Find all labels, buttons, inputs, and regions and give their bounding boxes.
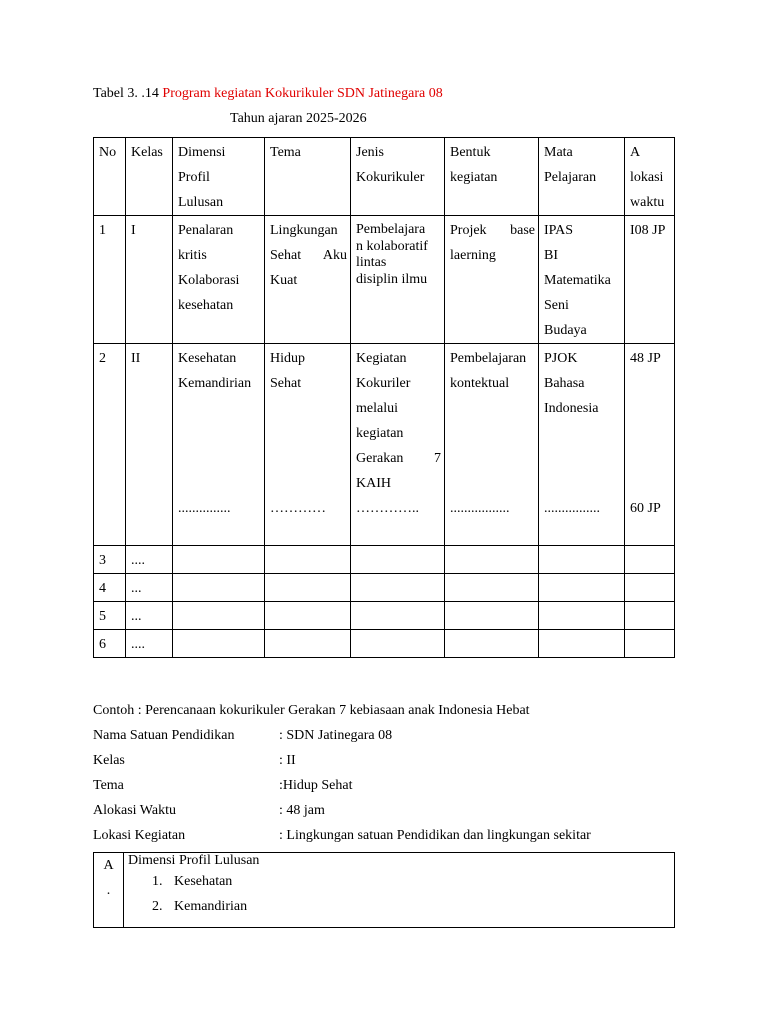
row2-jenis-word: 7 xyxy=(434,451,441,466)
row2-dimensi-line: Kesehatan xyxy=(178,351,237,366)
plan-field xyxy=(93,823,591,848)
row2-jenis-word: Gerakan xyxy=(356,451,404,466)
table-header-row xyxy=(94,138,675,216)
row2-mapel-line: Bahasa xyxy=(544,376,585,391)
empty-cell xyxy=(625,630,675,658)
row1-bentuk-justified xyxy=(450,218,535,243)
row1-mapel-line: Budaya xyxy=(544,323,587,338)
header-dimensi xyxy=(173,138,265,216)
plan-field-value: : II xyxy=(279,753,296,768)
header-mapel xyxy=(539,138,625,216)
row1-jenis-line: Pembelajara xyxy=(356,222,426,237)
row1-dimensi-line: kesehatan xyxy=(178,298,234,313)
row1-alokasi: I08 JP xyxy=(625,216,675,344)
row-kelas: ... xyxy=(126,574,173,602)
list-number: 1. xyxy=(152,874,163,889)
program-table xyxy=(93,137,675,658)
row2-tema-dots: ………… xyxy=(270,501,326,516)
plan-section xyxy=(93,698,591,848)
row2-no: 2 xyxy=(94,344,126,546)
header-bentuk-line: kegiatan xyxy=(450,170,498,185)
row-no: 4 xyxy=(94,574,126,602)
header-jenis xyxy=(351,138,445,216)
header-dimensi-line: Dimensi xyxy=(178,145,226,160)
row2-bentuk-line: Pembelajaran xyxy=(450,351,527,366)
row1-bentuk-word: base xyxy=(510,223,535,238)
header-mapel-line: Mata xyxy=(544,145,573,160)
row-kelas: ... xyxy=(126,602,173,630)
row2-jenis-dots: ………….. xyxy=(356,501,419,516)
row1-tema-word: Sehat xyxy=(270,248,302,263)
table-row xyxy=(94,630,675,658)
row1-mapel-line: Seni xyxy=(544,298,569,313)
row2-jenis-line: Kegiatan xyxy=(356,351,407,366)
empty-cell xyxy=(173,602,265,630)
row2-tema-line: Sehat xyxy=(270,376,302,391)
row2-dimensi-dots: ............... xyxy=(178,501,231,516)
list-text: Kemandirian xyxy=(174,899,248,914)
row1-dimensi-line: Kolaborasi xyxy=(178,273,240,288)
row1-bentuk-line: laerning xyxy=(450,248,496,263)
row2-mapel xyxy=(539,344,625,546)
row2-jenis-line: melalui xyxy=(356,401,398,416)
empty-cell xyxy=(625,574,675,602)
dimensi-list xyxy=(128,869,670,919)
row2-tema xyxy=(265,344,351,546)
row1-no: 1 xyxy=(94,216,126,344)
table-row xyxy=(94,344,675,546)
plan-field-label: Kelas xyxy=(93,753,125,768)
list-item xyxy=(152,894,670,919)
empty-cell xyxy=(265,574,351,602)
table-row xyxy=(94,574,675,602)
row2-tema-line: Hidup xyxy=(270,351,305,366)
row-kelas: .... xyxy=(126,630,173,658)
row2-alokasi-line: 48 JP xyxy=(630,351,661,366)
empty-cell xyxy=(539,574,625,602)
table-row xyxy=(94,546,675,574)
caption-highlight: Program kegiatan Kokurikuler SDN Jatinegara 08 xyxy=(162,86,443,101)
header-mapel-line: Pelajaran xyxy=(544,170,597,185)
header-alokasi xyxy=(625,138,675,216)
plan-field-label: Nama Satuan Pendidikan xyxy=(93,728,235,743)
plan-field-label: Tema xyxy=(93,778,124,793)
table-caption xyxy=(93,86,443,102)
row1-bentuk xyxy=(445,216,539,344)
empty-cell xyxy=(173,574,265,602)
empty-cell xyxy=(539,630,625,658)
row2-jenis-line: Kokuriler xyxy=(356,376,411,391)
plan-field xyxy=(93,748,530,773)
row1-bentuk-word: Projek xyxy=(450,223,487,238)
row1-jenis-line: lintas xyxy=(356,255,387,270)
plan-field-value: : SDN Jatinegara 08 xyxy=(279,728,393,743)
row1-tema-word: Aku xyxy=(322,248,347,263)
dimensi-marker xyxy=(94,853,124,928)
plan-field-value: : Lingkungan satuan Pendidikan dan lingkungan sekitar xyxy=(279,828,591,843)
row1-mapel-line: Matematika xyxy=(544,273,611,288)
empty-cell xyxy=(265,602,351,630)
row2-mapel-dots: ................ xyxy=(544,501,600,516)
empty-cell xyxy=(265,546,351,574)
plan-field-label: Alokasi Waktu xyxy=(93,803,176,818)
header-bentuk xyxy=(445,138,539,216)
header-dimensi-line: Lulusan xyxy=(178,195,224,210)
header-dimensi-line: Profil xyxy=(178,170,210,185)
row2-jenis xyxy=(351,344,445,546)
row-no: 6 xyxy=(94,630,126,658)
row2-jenis-line: KAIH xyxy=(356,476,391,491)
empty-cell xyxy=(351,602,445,630)
dimensi-marker-line: . xyxy=(106,883,111,898)
row1-jenis-line: n kolaboratif xyxy=(356,238,428,254)
plan-field-label: Lokasi Kegiatan xyxy=(93,828,186,843)
empty-cell xyxy=(445,546,539,574)
header-jenis-line: Jenis xyxy=(356,145,384,160)
row2-bentuk-dots: ................. xyxy=(450,501,510,516)
row1-dimensi-line: Penalaran xyxy=(178,223,234,238)
empty-cell xyxy=(445,574,539,602)
row1-dimensi-line: kritis xyxy=(178,248,207,263)
dimensi-marker-line: A xyxy=(103,858,114,873)
row2-alokasi-line: 60 JP xyxy=(630,501,661,516)
row1-kelas: I xyxy=(126,216,173,344)
row1-tema-justified xyxy=(270,243,347,268)
plan-field xyxy=(93,773,530,798)
header-no: No xyxy=(94,138,126,216)
row1-tema-line: Lingkungan xyxy=(270,223,338,238)
row2-bentuk-line: kontektual xyxy=(450,376,510,391)
empty-cell xyxy=(625,546,675,574)
row2-alokasi xyxy=(625,344,675,546)
plan-field-value: :Hidup Sehat xyxy=(279,778,353,793)
empty-cell xyxy=(351,574,445,602)
row1-jenis xyxy=(351,216,445,344)
caption-prefix: Tabel 3. .14 xyxy=(93,86,163,101)
list-text: Kesehatan xyxy=(174,874,233,889)
header-tema: Tema xyxy=(265,138,351,216)
dimensi-content xyxy=(124,853,675,928)
row1-mapel-line: BI xyxy=(544,248,558,263)
empty-cell xyxy=(351,546,445,574)
list-item xyxy=(152,869,670,894)
empty-cell xyxy=(625,602,675,630)
header-bentuk-line: Bentuk xyxy=(450,145,491,160)
row1-jenis-line: disiplin ilmu xyxy=(356,271,428,287)
header-kelas: Kelas xyxy=(126,138,173,216)
plan-field xyxy=(93,723,530,748)
plan-field-value: : 48 jam xyxy=(279,803,325,818)
empty-cell xyxy=(265,630,351,658)
empty-cell xyxy=(351,630,445,658)
header-alokasi-line: lokasi xyxy=(630,170,664,185)
row2-jenis-justified xyxy=(356,446,441,471)
row-no: 3 xyxy=(94,546,126,574)
row-kelas: .... xyxy=(126,546,173,574)
row2-dimensi-line: Kemandirian xyxy=(178,376,252,391)
empty-cell xyxy=(539,546,625,574)
plan-intro: Contoh : Perencanaan kokurikuler Gerakan 7 kebiasaan anak Indonesia Hebat xyxy=(93,703,530,718)
dimensi-table xyxy=(93,852,675,928)
header-alokasi-line: waktu xyxy=(630,195,665,210)
list-number: 2. xyxy=(152,899,163,914)
row2-jenis-line: kegiatan xyxy=(356,426,404,441)
row2-bentuk xyxy=(445,344,539,546)
row2-mapel-line: Indonesia xyxy=(544,401,599,416)
dimensi-title: Dimensi Profil Lulusan xyxy=(128,853,260,868)
header-jenis-line: Kokurikuler xyxy=(356,170,425,185)
table-row xyxy=(94,602,675,630)
empty-cell xyxy=(173,546,265,574)
row1-mapel-line: IPAS xyxy=(544,223,574,238)
plan-field xyxy=(93,798,530,823)
row2-dimensi xyxy=(173,344,265,546)
row1-dimensi xyxy=(173,216,265,344)
empty-cell xyxy=(173,630,265,658)
empty-cell xyxy=(445,630,539,658)
row2-kelas: II xyxy=(126,344,173,546)
empty-cell xyxy=(539,602,625,630)
table-row xyxy=(94,216,675,344)
row-no: 5 xyxy=(94,602,126,630)
row2-mapel-line: PJOK xyxy=(544,351,578,366)
header-alokasi-line: A xyxy=(630,145,641,160)
row1-tema xyxy=(265,216,351,344)
table-subcaption: Tahun ajaran 2025-2026 xyxy=(230,111,367,126)
empty-cell xyxy=(445,602,539,630)
row1-tema-line: Kuat xyxy=(270,273,298,288)
row1-mapel xyxy=(539,216,625,344)
dimensi-row xyxy=(94,853,675,928)
